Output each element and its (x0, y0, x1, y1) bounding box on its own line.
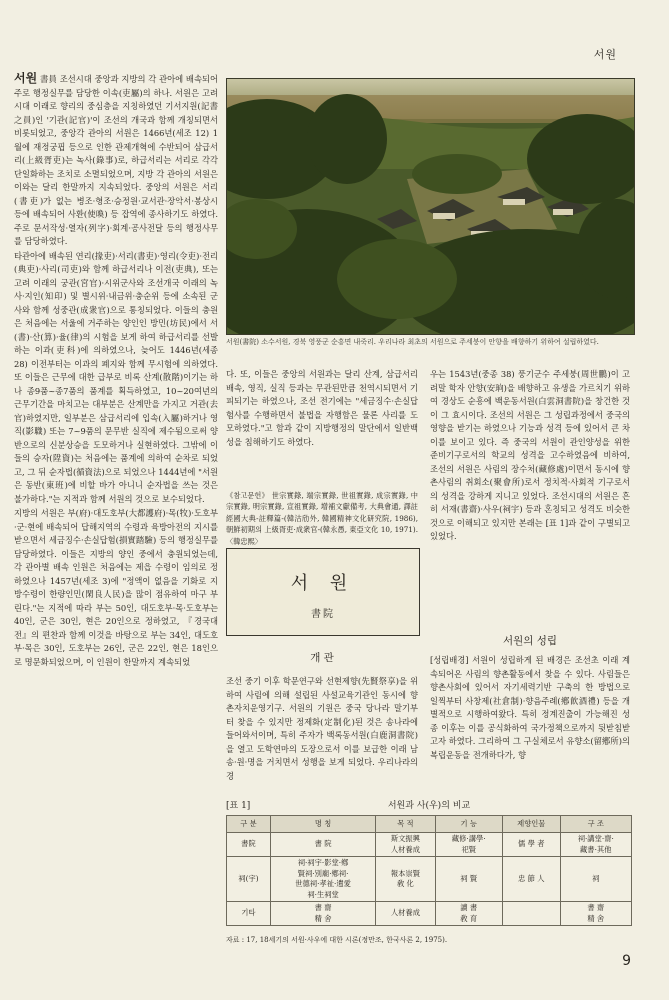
table-header: 제향인물 (502, 816, 560, 833)
seowon-photo (226, 78, 635, 335)
table-cell: 藏修·講學· 祀賢 (435, 833, 502, 857)
headword-hanja: 書員 (40, 74, 57, 84)
table-header: 목 적 (376, 816, 435, 833)
intro-column (14, 72, 218, 952)
table-cell: 忠 節 人 (502, 857, 560, 902)
table-cell: 祠·講堂·齋· 藏書·其他 (560, 833, 631, 857)
table-cell: 書院 (227, 833, 271, 857)
comparison-table (226, 815, 632, 926)
table-cell: 讀 書 敎 育 (435, 902, 502, 926)
table-cell: 祠 賢 (435, 857, 502, 902)
table-cell: 기타 (227, 902, 271, 926)
table-cell: 祠·祠宇·影堂·鄕 賢祠·別廟·鄕祠· 世德祠·孝祉·遺愛 祠·生祠堂 (270, 857, 375, 902)
table-header: 구 조 (560, 816, 631, 833)
table-cell: 儒 學 者 (502, 833, 560, 857)
table-row (227, 833, 632, 857)
overview-text: 조선 중기 이후 학문연구와 선현제향(先賢祭享)을 위하여 사림에 의해 설립된 사설교육기관인 동시에 향촌자치운영기구. 서원의 기원은 중국 당나라 말기부터 찾을 수 있지만 정제화(定制化)된 것은 송나라에 들어와서이며, 특히 주자가 백록동서원(白鹿洞書院)을 열고 도학연마의 도장으로서 이를 보급한 이래 남송·원·명을 거치면서 성행을 보게 되었다. 우리나라의 경 (226, 676, 418, 781)
table-source: 자료 : 17, 18세기의 서원·사우에 대한 시론(정만조, 한국사론 2, 1975). (226, 936, 448, 944)
article-title-box (226, 548, 420, 636)
table-cell: 祠 (560, 857, 631, 902)
page-number: 9 (622, 953, 631, 969)
references: 《참고문헌》 世宗實錄, 端宗實錄, 世祖實錄, 成宗實錄, 中宗實錄, 明宗實錄, 宣祖實錄, 增補文獻備考, 大典會通, 譯註經國大典-註釋篇-(韓沽劤外, 韓國精神文化研究院, 1986), 朝鮮初期의 上級胥吏·成衆官-(韓永愚, 東亞文化 10, 1971). 〈韓忠熙〉 (226, 491, 418, 546)
table-cell: 書 院 (270, 833, 375, 857)
table-header-row (227, 816, 632, 833)
table-header: 구 분 (227, 816, 271, 833)
table-cell: 書 齋 精 舍 (560, 902, 631, 926)
running-header: 서원 (593, 48, 617, 61)
table-row (227, 857, 632, 902)
table-cell: 書 齋 精 舍 (270, 902, 375, 926)
table-header: 기 능 (435, 816, 502, 833)
table-row (227, 902, 632, 926)
intro-paragraph-2: 타관아에 배속된 연리(掾吏)·서리(書吏)·영리(令吏)·전리(典吏)·사리(司吏)와 함께 하급서리나 이전(吏典), 또는 고려 이래의 궁관(宮官)·시위군사와 조선개국 이래의 녹사·지인(知印) 및 별시위·내금위·충순위 등에 소속된 군사와 함께 성중관(成衆官)으로 통칭되었다. 이들의 충원은 처음에는 서울에 거주하는 양인인 방민(坊民)에서 서(書)·산(算)·율(律)의 시험을 보게 하여 하급서리를 선발하는 이과(吏科)에 의하였으나, 늦어도 1446년(세종 28) 이전부터는 이과의 폐지와 함께 무시험에 의하였다. 또 이들은 근무에 대한 급부로 비록 산계(散階)이기는 하나 종9품~종7품의 품계를 획득하였고, 10~20여년의 근무기간을 마치고는 대부분은 산계만을 가지고 거관(去官)하였지만, 일부분은 삼급서리에 입속(入屬)하거나 영직(影職) 또는 7~9품의 문무반 실직에 제수됨으로써 양반으로의 신분상승을 도모하거나 실현하였다. 그밖에 이들의 승자(陞資)는 처음에는 품계에 의하여 순차로 되었고, 그 뒤 순자법(循資法)으로 되었으나 1444년에 "서원은 동반(東班)에 비할 바가 아니니 순자법을 쓰는 것은 불가하다."는 지적과 함께 서원의 것으로 보수되었다. (14, 250, 218, 504)
table-cell (502, 902, 560, 926)
overview-continuation-column: 우는 1543년(중종 38) 풍기군수 주세붕(周世鵬)이 고려말 학자 안향(安珦)을 배향하고 유생을 가르치기 위하여 경상도 순흥에 백운동서원(白雲洞書院)을 창건한 것이 그 효시이다. 조선의 서원은 그 성립과정에서 중국의 영향을 받기는 하였으나 기능과 성격 등에 있어서 큰 차이를 보이고 있다. 즉 중국의 서원이 관인양성을 위한 준비기구로서의 학교의 성격을 고수하였음에 비하여, 조선의 서원은 사림의 장수처(藏修處)이면서 동시에 향촌사림의 취회소(聚會所)로서 정치적·사회적 기구로서의 성격을 강하게 지니고 있었다. 조선시대의 서원은 흔히 서재(書齋)·사우(祠宇) 등과 혼칭되고 성격도 비슷한 것으로 이해되고 있지만 본래는 [표 1]과 같이 구별되고 있었다. (430, 369, 630, 541)
photo-caption: 서원(書院) 소수서원, 경북 영풍군 순흥면 내죽리. 우리나라 최초의 서원으로 주세붕이 안향을 배향하기 위하여 설립하였다. (226, 338, 599, 346)
article-title: 서 원 (290, 573, 356, 594)
table-cell: 人材養成 (376, 902, 435, 926)
section-heading-overview: 개 관 (310, 652, 334, 664)
table-caption: 서원과 사(우)의 비교 (387, 801, 471, 811)
table-label: [표 1] (226, 801, 251, 811)
headword: 서원 (14, 72, 38, 85)
intro-paragraph-3: 지방의 서원은 부(府)·대도호부(大都護府)·목(牧)·도호부·군·현에 배속되어 답해지역의 수령과 육방아전의 지시를 받으면서 세금징수·손실답험(損實踏驗) 등의 행정실무를 담당하였다. 이들은 지방의 양인 중에서 충원되었는데, 각 관아별 배속 인원은 처음에는 제읍 수령이 임의로 정하였으나 1457년(세조 3)에 "정액이 없음을 기화로 지방수령이 한량인민(閑良人民)을 많이 점유하여 마구 부린다."는 지적에 따라 부는 50인, 대도호부·목·도호부는 40인, 군은 30인, 현은 20인으로 정하였고, 『경국대전』의 편찬과 함께 이것을 바탕으로 부는 34인, 대도호부·목은 30인, 도호부는 26인, 군은 22인, 현은 18인으로 명문화되었으며, 이 인원이 한말까지 계속되었 (14, 508, 218, 667)
section-heading-establishment: 서원의 성립 (502, 635, 558, 647)
table-cell: 斯文振興 人材養成 (376, 833, 435, 857)
table-header: 명 칭 (270, 816, 375, 833)
establishment-text: [성립배경] 서원이 성립하게 된 배경은 조선초 이래 계속되어온 사림의 향촌활동에서 찾을 수 있다. 사림들은 향촌사회에 있어서 자기세력기반 구축의 한 방법으로 일찍부터 사창제(社倉制)·향음주례(鄕飮酒禮) 등을 개별적으로 시행하여왔다. 특히 정계진출이 가능해진 성종 이후는 이를 공식화하여 국가정책으로까지 뒷받침받고자 하였다. 그리하여 그 구실체로서 유향소(留鄕所)의 복립운동을 전개하다가, 향 (430, 655, 630, 760)
table-cell: 報本崇賢 敎 化 (376, 857, 435, 902)
continuation-column: 다. 또, 이들은 중앙의 서원과는 달리 산계, 삼급서리 배속, 영직, 실직 등과는 무관된만큼 천역시되면서 기피되기는 하였으나, 조선 전기에는 "세금징수·손실답험사를 수행하면서 불법을 자행함은 물론 사리를 도모하였다."고 함과 같이 지방행정의 말단에서 일반백성을 침해하기도 하였다. (226, 369, 418, 447)
table-cell: 祠(宇) (227, 857, 271, 902)
article-title-hanja: 書院 (311, 609, 335, 620)
intro-paragraph-1: 서원 書員 조선시대 중앙과 지방의 각 관아에 배속되어 주로 행정실무를 담당한 이속(吏屬)의 하나. 서원은 고려시대 이래로 향리의 중심층을 지칭하였던 기서지원(記書之員)인 '기관(記官)'이 조선의 개국과 함께 개칭되면서 비롯되었고, 중앙각 관아의 서원은 1466년(세조 12) 1월에 재정궁핍 등으로 인한 관제개혁에 수반되어 삼급서리(上級胥吏)는 녹사(錄事)로, 하급서리는 서리로 각각 단일화하는 조치로 소멸되었으며, 지방 각 관아의 서원은 이와는 달리 한말까지 지속되었다. 중앙의 서원은 서리(書吏)가 없는 병조·형조·승정원·교서관·장악서·봉상시 등에 배속되어 사환(使喚) 등 잡역에 종사하기도 하였다. 주로 문서작성·열자(列字)·회계·공사전달 등의 행정사무를 담당하였다. (14, 72, 218, 246)
